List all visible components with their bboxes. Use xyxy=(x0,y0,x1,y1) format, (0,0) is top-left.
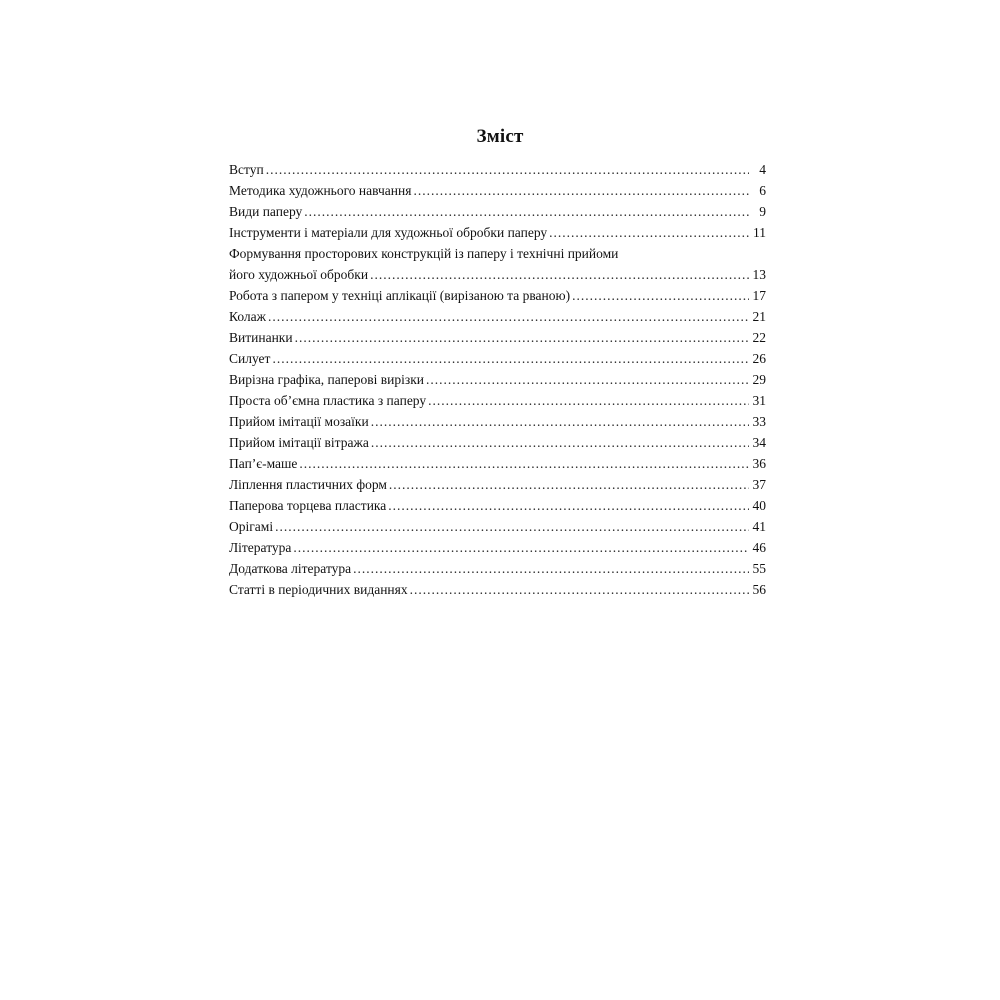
toc-entry xyxy=(229,159,766,180)
toc-dot-leader xyxy=(266,159,749,180)
toc-entry-page: 29 xyxy=(752,372,766,387)
toc-entry-title: Робота з папером у техніці аплікації (вирізаною та рваною) xyxy=(229,288,571,303)
toc-entry-page: 9 xyxy=(759,204,766,219)
toc-dot-leader xyxy=(304,201,749,222)
toc-entry-page: 21 xyxy=(752,309,766,324)
toc-entry xyxy=(229,453,766,474)
toc-entry-title: Орігамі xyxy=(229,519,274,534)
toc-entry-title: Пап’є-маше xyxy=(229,456,298,471)
toc-entry-title: Витинанки xyxy=(229,330,293,345)
toc-entry xyxy=(229,264,766,285)
toc-entry-title: Інструменти і матеріали для художньої обробки паперу xyxy=(229,225,548,240)
toc-dot-leader xyxy=(299,453,749,474)
toc-entry-title: Ліплення пластичних форм xyxy=(229,477,387,492)
toc-dot-leader xyxy=(428,390,749,411)
toc-entry-page: 33 xyxy=(752,414,766,429)
toc-dot-leader xyxy=(353,558,749,579)
toc-entry xyxy=(229,222,766,243)
toc-dot-leader xyxy=(389,474,749,495)
toc-entry-page: 46 xyxy=(752,540,766,555)
toc-dot-leader xyxy=(410,579,749,600)
toc-entry-title: його художньої обробки xyxy=(229,267,369,282)
toc-entry-title: Прийом імітації вітража xyxy=(229,435,369,450)
toc-entry xyxy=(229,327,766,348)
toc-entry xyxy=(229,579,766,600)
toc-entry-page: 26 xyxy=(752,351,766,366)
toc-entry xyxy=(229,390,766,411)
toc-entry-title-line1: Формування просторових конструкцій із паперу і технічні прийоми xyxy=(229,246,619,261)
toc-entry-page: 31 xyxy=(752,393,766,408)
toc-entry-page: 55 xyxy=(752,561,766,576)
toc-dot-leader xyxy=(388,495,749,516)
toc-entry xyxy=(229,348,766,369)
toc-entry-title: Додаткова література xyxy=(229,561,352,576)
toc-entry xyxy=(229,306,766,327)
toc-entry-title: Література xyxy=(229,540,292,555)
toc-entry-title: Прийом імітації мозаїки xyxy=(229,414,369,429)
table-of-contents xyxy=(229,159,766,600)
toc-dot-leader xyxy=(413,180,749,201)
toc-entry xyxy=(229,369,766,390)
toc-entry-page: 41 xyxy=(752,519,766,534)
toc-entry-page: 36 xyxy=(752,456,766,471)
toc-entry xyxy=(229,201,766,222)
toc-entry-title: Колаж xyxy=(229,309,266,324)
toc-entry-page: 34 xyxy=(752,435,766,450)
toc-dot-leader xyxy=(275,516,749,537)
toc-dot-leader xyxy=(426,369,749,390)
toc-entry-page: 37 xyxy=(752,477,766,492)
toc-entry xyxy=(229,432,766,453)
toc-entry-page: 4 xyxy=(759,162,766,177)
toc-dot-leader xyxy=(268,306,749,327)
toc-entry xyxy=(229,495,766,516)
toc-entry-title: Види паперу xyxy=(229,204,303,219)
toc-dot-leader xyxy=(295,327,749,348)
toc-dot-leader xyxy=(371,432,749,453)
toc-dot-leader xyxy=(371,411,749,432)
toc-entry xyxy=(229,537,766,558)
toc-entry-page: 17 xyxy=(752,288,766,303)
toc-entry-page: 22 xyxy=(752,330,766,345)
page-title: Зміст xyxy=(476,126,524,147)
toc-entry-page: 11 xyxy=(753,225,766,240)
toc-entry xyxy=(229,474,766,495)
toc-dot-leader xyxy=(572,285,749,306)
toc-dot-leader xyxy=(272,348,749,369)
toc-dot-leader xyxy=(549,222,749,243)
toc-entry-page: 13 xyxy=(752,267,766,282)
toc-entry-title: Методика художнього навчання xyxy=(229,183,412,198)
toc-entry-title: Вирізна графіка, паперові вирізки xyxy=(229,372,424,387)
toc-entry-title: Статті в періодичних виданнях xyxy=(229,582,408,597)
toc-entry-page: 40 xyxy=(752,498,766,513)
toc-entry xyxy=(229,285,766,306)
toc-entry xyxy=(229,558,766,579)
toc-entry-title: Проста об’ємна пластика з паперу xyxy=(229,393,427,408)
toc-dot-leader xyxy=(370,264,749,285)
toc-dot-leader xyxy=(293,537,749,558)
toc-entry-page: 6 xyxy=(759,183,766,198)
toc-entry xyxy=(229,516,766,537)
toc-entry-page: 56 xyxy=(752,582,766,597)
toc-entry xyxy=(229,180,766,201)
toc-entry-title: Силует xyxy=(229,351,271,366)
toc-entry-title: Вступ xyxy=(229,162,264,177)
toc-entry-title: Паперова торцева пластика xyxy=(229,498,387,513)
toc-entry xyxy=(229,411,766,432)
